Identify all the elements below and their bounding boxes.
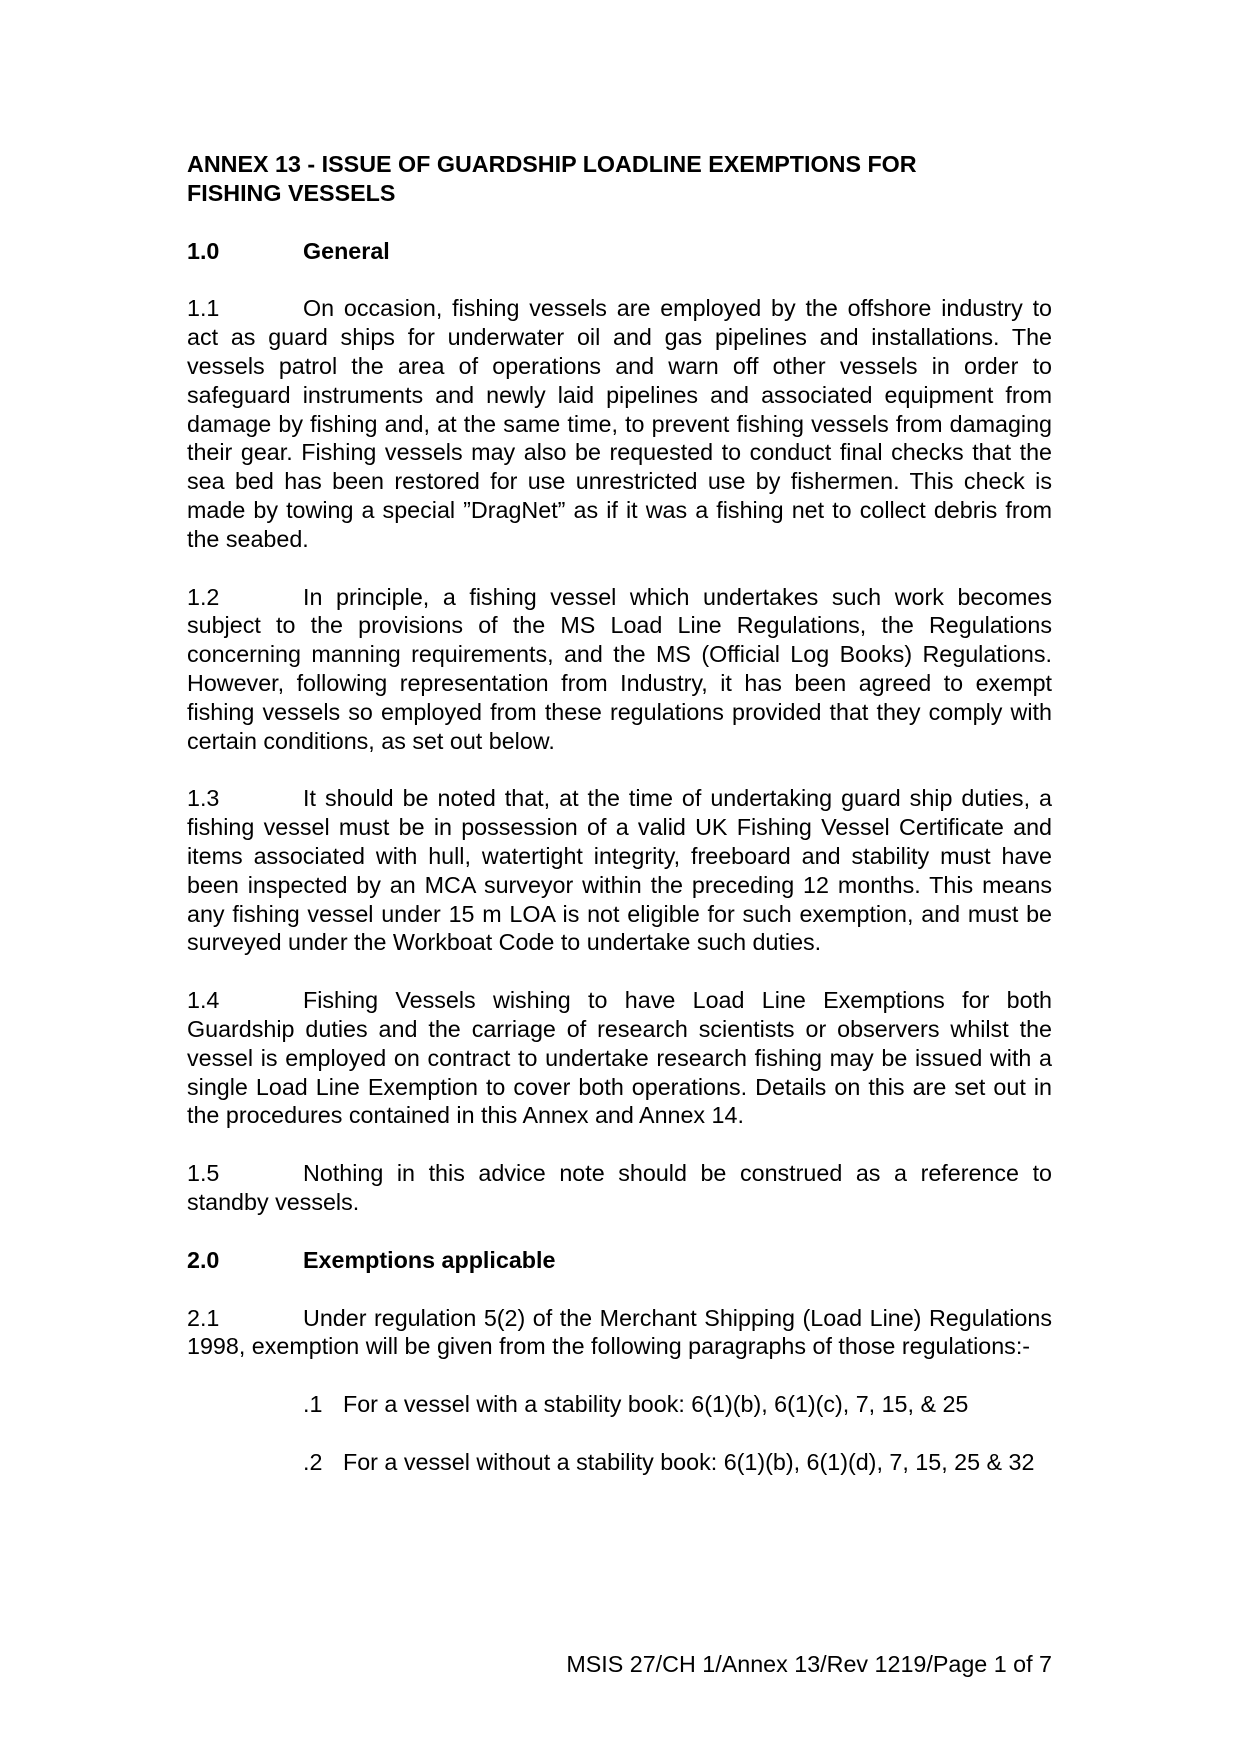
paragraph-number: 1.1 (187, 295, 220, 322)
paragraph-number: 2.1 (187, 1304, 220, 1331)
section-title: Exemptions applicable (303, 1246, 556, 1273)
paragraph-text: Nothing in this advice note should be construed as a reference to standby vessels. (187, 1160, 1052, 1215)
paragraph-text: In principle, a fishing vessel which undertakes such work becomes subject to the provisions of the MS Load Line Regulations, the Regulations concerning manning requirements, and the MS (Official Log Books) Regulations. However, following representation from Industry, it has been agreed to exempt fishing vessels so employed from these regulations provided that they comply with certain conditions, as set out below. (187, 583, 1052, 754)
paragraph-text: On occasion, fishing vessels are employed by the offshore industry to act as guard ships for underwater oil and gas pipelines and installations. The vessels patrol the area of operations and warn off other vessels in order to safeguard instruments and newly laid pipelines and associated equipment from damage by fishing and, at the same time, to prevent fishing vessels from damaging their gear. Fishing vessels may also be requested to conduct final checks that the sea bed has been restored for use unrestricted use by fishermen. This check is made by towing a special ”DragNet” as if it was a fishing net to collect debris from the seabed. (187, 295, 1052, 552)
list-item-number: .2 (303, 1448, 323, 1475)
paragraph-text: Fishing Vessels wishing to have Load Line Exemptions for both Guardship duties and the carriage of research scientists or observers whilst the vessel is employed on contract to undertake research fishing may be issued with a single Load Line Exemption to cover both operations. Details on this are set out in the procedures contained in this Annex and Annex 14. (187, 987, 1052, 1129)
paragraph-text: Under regulation 5(2) of the Merchant Shipping (Load Line) Regulations 1998, exemption will be given from the following paragraphs of those regulations:- (187, 1304, 1052, 1360)
list-item-number: .1 (303, 1391, 323, 1418)
paragraph-1-4 (187, 986, 1052, 1130)
list-item-text: For a vessel with a stability book: 6(1)(b), 6(1)(c), 7, 15, & 25 (343, 1391, 969, 1418)
paragraph-2-1 (187, 1304, 1052, 1362)
paragraph-number: 1.5 (187, 1160, 220, 1187)
paragraph-1-1 (187, 294, 1052, 553)
section-heading-general (187, 237, 1052, 266)
section-heading-exemptions (187, 1246, 1052, 1275)
paragraph-1-3 (187, 784, 1052, 957)
paragraph-1-5 (187, 1159, 1052, 1217)
paragraph-number: 1.2 (187, 583, 220, 610)
list-item (303, 1390, 1052, 1419)
section-number: 2.0 (187, 1246, 220, 1273)
document-title: ANNEX 13 - ISSUE OF GUARDSHIP LOADLINE EXEMPTIONS FOR FISHING VESSELS (187, 151, 917, 206)
list-item (303, 1448, 1052, 1477)
section-number: 1.0 (187, 237, 220, 264)
page-footer: MSIS 27/CH 1/Annex 13/Rev 1219/Page 1 of 7 (566, 1651, 1052, 1677)
list-item-text: For a vessel without a stability book: 6(1)(b), 6(1)(d), 7, 15, 25 & 32 (343, 1448, 1035, 1475)
document-body (187, 150, 1052, 1506)
paragraph-text: It should be noted that, at the time of undertaking guard ship duties, a fishing vessel must be in possession of a valid UK Fishing Vessel Certificate and items associated with hull, watertight integrity, freeboard and stability must have been inspected by an MCA surveyor within the preceding 12 months. This means any fishing vessel under 15 m LOA is not eligible for such exemption, and must be surveyed under the Workboat Code to undertake such duties. (187, 785, 1052, 956)
paragraph-number: 1.3 (187, 785, 220, 812)
paragraph-number: 1.4 (187, 987, 220, 1014)
paragraph-1-2 (187, 583, 1052, 756)
section-title: General (303, 237, 390, 264)
